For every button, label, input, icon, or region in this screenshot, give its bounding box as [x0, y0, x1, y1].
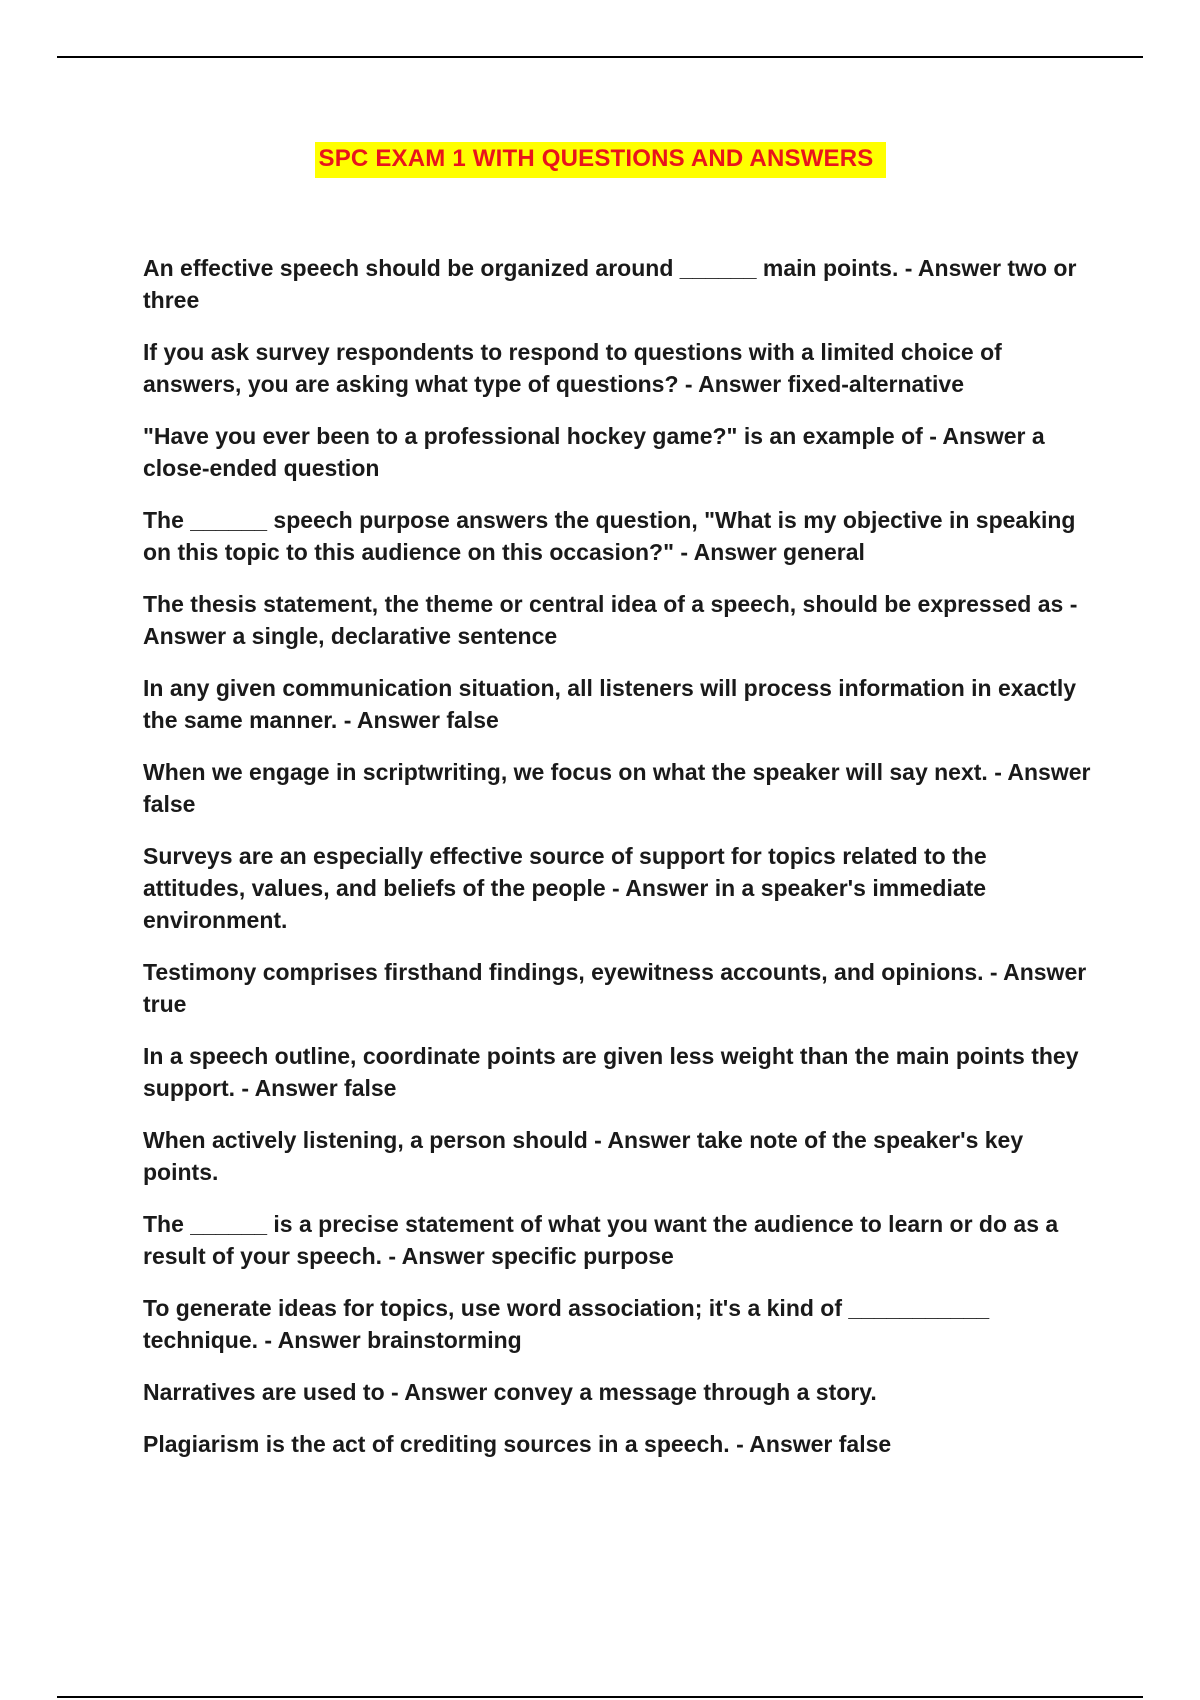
qa-item: Testimony comprises firsthand findings, eyewitness accounts, and opinions. - Answer true [143, 959, 1087, 1017]
qa-item: When we engage in scriptwriting, we focus on what the speaker will say next. - Answer false [143, 759, 1091, 817]
title-container [0, 142, 1200, 178]
qa-item: The ______ speech purpose answers the question, "What is my objective in speaking on this topic to this audience on this occasion?" - Answer general [143, 507, 1076, 565]
qa-item: The thesis statement, the theme or central idea of a speech, should be expressed as - Answer a single, declarative sentence [143, 591, 1078, 649]
bottom-rule [57, 1696, 1143, 1698]
qa-item: Narratives are used to - Answer convey a message through a story. [143, 1379, 877, 1405]
qa-item: When actively listening, a person should - Answer take note of the speaker's key points. [143, 1127, 1024, 1185]
document-title: SPC EXAM 1 WITH QUESTIONS AND ANSWERS [315, 142, 886, 178]
qa-item: In any given communication situation, all listeners will process information in exactly the same manner. - Answer false [143, 675, 1077, 733]
qa-item: Surveys are an especially effective source of support for topics related to the attitudes, values, and beliefs of the people - Answer in a speaker's immediate environment. [143, 843, 987, 933]
qa-item: To generate ideas for topics, use word association; it's a kind of ___________ technique. - Answer brainstorming [143, 1295, 990, 1353]
qa-item: The ______ is a precise statement of what you want the audience to learn or do as a result of your speech. - Answer specific purpose [143, 1211, 1059, 1269]
qa-item: In a speech outline, coordinate points are given less weight than the main points they support. - Answer false [143, 1043, 1079, 1101]
qa-item: If you ask survey respondents to respond to questions with a limited choice of answers, you are asking what type of questions? - Answer fixed-alternative [143, 339, 1002, 397]
qa-list [143, 252, 1093, 1480]
qa-item: Plagiarism is the act of crediting sources in a speech. - Answer false [143, 1431, 892, 1457]
qa-item: "Have you ever been to a professional hockey game?" is an example of - Answer a close-ended question [143, 423, 1045, 481]
qa-item: An effective speech should be organized around ______ main points. - Answer two or three [143, 255, 1077, 313]
top-rule [57, 56, 1143, 58]
